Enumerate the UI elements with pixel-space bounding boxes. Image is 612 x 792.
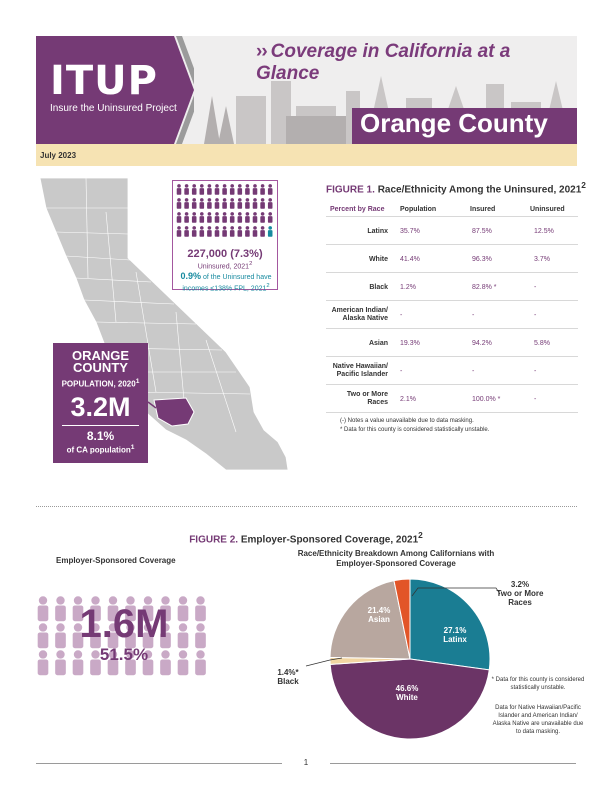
row-population: 1.2% (400, 284, 416, 291)
table-note-masking: (-) Notes a value unavailable due to data masking. (340, 418, 474, 424)
person-icon (260, 184, 265, 195)
figure1-title: FIGURE 1. Race/Ethnicity Among the Uninsured, 2021$^2$ (326, 180, 586, 196)
uninsured-people-icons (176, 184, 276, 246)
person-icon (268, 184, 273, 195)
row-uninsured: 12.5% (534, 228, 554, 235)
uninsured-count: 227,000 (7.3%) (187, 248, 263, 260)
row-uninsured: - (534, 396, 537, 403)
row-population: - (400, 368, 403, 375)
uninsured-label: Uninsured, 2021$^2$ (197, 261, 253, 271)
row-insured: 82.8% * (472, 284, 497, 291)
table-row (326, 357, 578, 385)
row-uninsured: - (534, 368, 537, 375)
row-uninsured: - (534, 312, 537, 319)
table-row (326, 385, 578, 413)
person-icon (253, 198, 258, 209)
person-icon (245, 184, 250, 195)
person-icon (207, 212, 212, 223)
person-icon (230, 184, 235, 195)
footer-rule-right (330, 763, 576, 764)
person-icon (238, 212, 243, 223)
row-insured: 87.5% (472, 228, 492, 235)
row-population: 41.4% (400, 256, 420, 263)
person-icon (245, 212, 250, 223)
person-icon (230, 212, 235, 223)
person-icon (245, 198, 250, 209)
person-icon (260, 198, 265, 209)
pie-label-asian: 21.4% Asian (367, 606, 391, 624)
fpl-stat: 0.9% of the Uninsured have incomes ≤138% FPL, 2021$^2$ (180, 271, 272, 293)
county-name: ORANGE COUNTY (71, 348, 130, 375)
person-icon (260, 212, 265, 223)
person-icon (200, 198, 205, 209)
person-icon (184, 226, 189, 237)
person-icon (268, 198, 273, 209)
table-row (326, 301, 578, 329)
row-insured: 94.2% (472, 340, 492, 347)
row-race: White (368, 256, 388, 263)
person-icon (215, 184, 220, 195)
person-icon (253, 212, 258, 223)
row-insured: - (472, 368, 475, 375)
column-header-uninsured: Uninsured (530, 206, 565, 213)
esc-label: Employer-Sponsored Coverage (56, 556, 176, 565)
pie-label-two-or-more: 3.2% Two or More Races (496, 580, 544, 607)
person-icon (268, 212, 273, 223)
person-icon (215, 226, 220, 237)
row-insured: - (472, 312, 475, 319)
person-icon (184, 212, 189, 223)
person-icon (268, 226, 273, 237)
person-icon (207, 198, 212, 209)
person-icon (260, 226, 265, 237)
ca-population-share-label: of CA population$^1$ (66, 444, 135, 455)
column-header-insured: Insured (470, 206, 496, 213)
section-divider (36, 506, 577, 507)
pie-label-latinx: 27.1% Latinx (443, 626, 467, 644)
row-population: 35.7% (400, 228, 420, 235)
person-icon (200, 184, 205, 195)
row-population: - (400, 312, 403, 319)
column-header-race: Percent by Race (330, 206, 385, 213)
population-value: 3.2M (70, 392, 131, 422)
person-icon (192, 184, 197, 195)
pie-leader-lines (300, 580, 520, 680)
row-insured: 100.0% * (472, 396, 501, 403)
person-icon (253, 226, 258, 237)
esc-count: 1.6M (79, 602, 169, 646)
row-race: American Indian/ Alaska Native (331, 307, 388, 322)
person-icon (215, 198, 220, 209)
person-icon (245, 226, 250, 237)
footer-rule-left (36, 763, 282, 764)
person-icon (192, 198, 197, 209)
person-icon (222, 226, 227, 237)
person-icon (207, 226, 212, 237)
county-title: Orange County (360, 108, 548, 138)
person-icon (200, 212, 205, 223)
person-icon (253, 184, 258, 195)
row-race: Latinx (367, 228, 388, 235)
publish-date: July 2023 (40, 151, 77, 160)
logo-tagline: Insure the Uninsured Project (50, 103, 177, 114)
person-icon (177, 212, 182, 223)
person-icon (207, 184, 212, 195)
row-uninsured: 5.8% (534, 340, 550, 347)
row-race: Native Hawaiian/ Pacific Islander (332, 363, 388, 378)
person-icon (215, 212, 220, 223)
person-icon (238, 198, 243, 209)
date-band (36, 144, 577, 166)
pie-label-white: 46.6% White (395, 684, 419, 702)
person-icon (230, 226, 235, 237)
pie-note-unstable: * Data for this county is considered statistically unstable. (491, 677, 585, 691)
person-icon (192, 226, 197, 237)
person-icon (222, 212, 227, 223)
table-row (326, 273, 578, 301)
person-icon (222, 198, 227, 209)
person-icon (177, 226, 182, 237)
table-row (326, 329, 578, 357)
row-uninsured: 3.7% (534, 256, 550, 263)
table-note-unstable: * Data for this county is considered statistically unstable. (340, 427, 490, 433)
itup-logo: ITUP (50, 58, 158, 104)
ca-population-share: 8.1% (86, 429, 115, 443)
row-population: 19.3% (400, 340, 420, 347)
row-insured: 96.3% (472, 256, 492, 263)
county-box-divider (62, 425, 139, 426)
esc-percent: 51.5% (99, 645, 149, 664)
row-race: Asian (368, 340, 388, 347)
table-row (326, 245, 578, 273)
column-header-population: Population (400, 206, 437, 213)
person-icon (184, 184, 189, 195)
row-population: 2.1% (400, 396, 416, 403)
row-race: Black (369, 284, 388, 291)
person-icon (177, 198, 182, 209)
figure2-title: FIGURE 2. Employer-Sponsored Coverage, 2021$^2$ (189, 530, 423, 546)
pie-note-masking: Data for Native Hawaiian/Pacific Islander and American Indian/ Alaska Native are unavailable due to data masking. (492, 705, 584, 735)
person-icon (238, 184, 243, 195)
table-row (326, 217, 578, 245)
pie-title: Race/Ethnicity Breakdown Among Californians with Employer-Sponsored Coverage (297, 549, 495, 568)
page-subtitle: ›› Coverage in California at a Glance (256, 41, 511, 84)
person-icon (200, 226, 205, 237)
person-icon (222, 184, 227, 195)
row-race: Two or More Races (346, 391, 388, 406)
population-label: POPULATION, 2020$^1$ (61, 378, 140, 389)
page-number: 1 (303, 758, 309, 767)
row-uninsured: - (534, 284, 537, 291)
person-icon (238, 226, 243, 237)
person-icon (192, 212, 197, 223)
person-icon (177, 184, 182, 195)
pie-label-black: 1.4%* Black (277, 668, 299, 686)
person-icon (184, 198, 189, 209)
person-icon (230, 198, 235, 209)
